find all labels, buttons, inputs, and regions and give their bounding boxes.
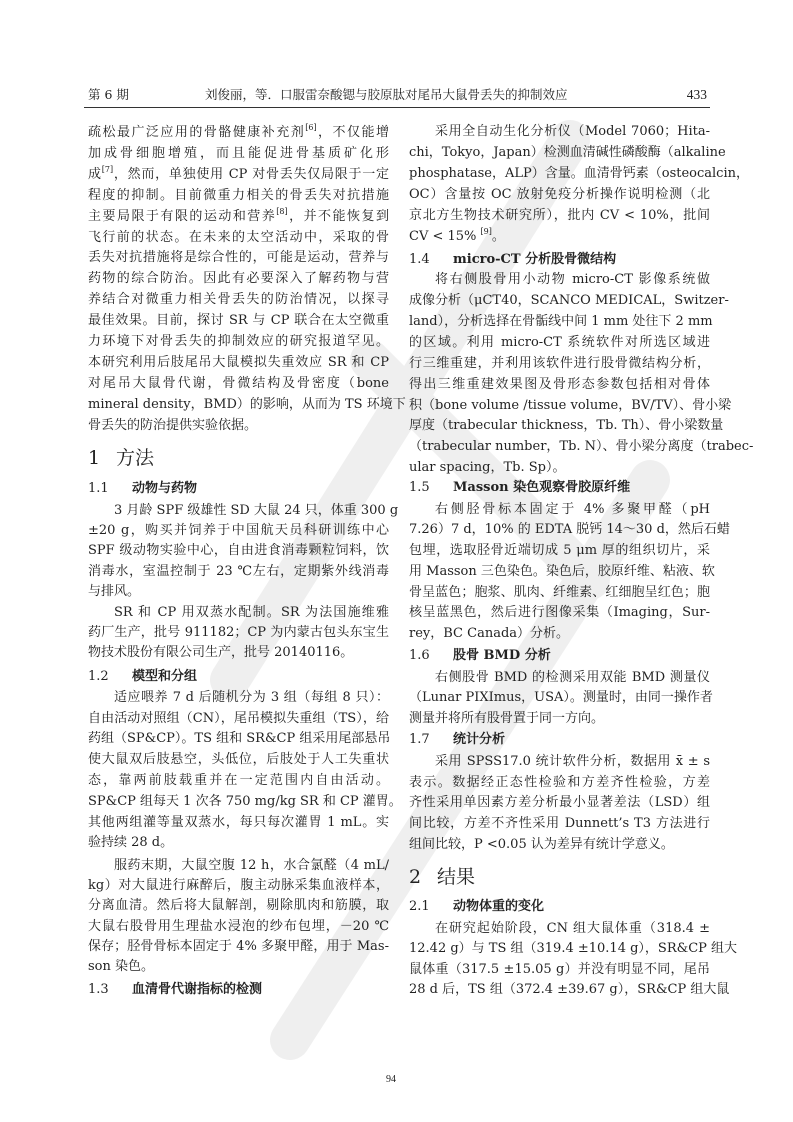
text-line: [88, 332, 389, 352]
text-line: [88, 876, 389, 896]
text-line: [409, 980, 730, 1000]
section-heading: [88, 444, 389, 472]
heading-label: 方法: [116, 447, 155, 469]
subsection-heading: [88, 667, 389, 687]
text-segment: 的区域。利用 micro-CT 系统软件对所选区域进: [409, 335, 710, 350]
text-line: [409, 773, 710, 793]
text-segment: 加成骨细胞增殖，而且能促进骨基质矿化形: [88, 146, 389, 161]
heading-number: 2: [409, 866, 422, 888]
text-segment: 表示。数据经正态性检验和方差齐性检验，方差: [409, 775, 710, 790]
text-segment: 。: [491, 229, 505, 244]
heading-label: 结果: [437, 866, 476, 888]
heading-number: 1.1: [88, 481, 109, 496]
heading-label: 血清骨代谢指标的检测: [132, 982, 263, 997]
text-segment: 验持续 28 d。: [88, 835, 174, 850]
text-segment: ular spacing，Tb. Sp）。: [409, 460, 566, 475]
text-segment: ，并不能恢复到: [287, 209, 389, 224]
text-line: [88, 856, 389, 876]
text-segment: 大鼠右股骨用生理盐水浸泡的纱布包埋，－20 ℃: [88, 919, 389, 934]
text-segment: 积（bone volume /tissue volume，BV/TV）、骨小梁: [409, 398, 732, 413]
text-segment: phosphatase，ALP）含量。血清骨钙素（osteocalcin，: [409, 166, 749, 181]
text-line: [88, 269, 389, 289]
text-line: [409, 603, 710, 623]
section-heading: [409, 863, 710, 891]
heading-label: micro-CT 分析股骨微结构: [453, 252, 617, 267]
text-segment: 京北方生物技术研究所），批内 CV < 10%，批间: [409, 208, 710, 223]
text-line: [88, 228, 389, 248]
text-segment: 自由活动对照组（CN），尾吊模拟失重组（TS），给: [88, 711, 389, 726]
running-header-title: 刘俊丽，等．口服雷奈酸锶与胶原肽对尾吊大鼠骨丢失的抑制效应: [205, 87, 568, 102]
text-segment: 测量并将所有股骨置于同一方向。: [409, 711, 605, 726]
text-line: [88, 395, 406, 415]
text-segment: 养结合对微重力相关骨丢失的防治情况，以探寻: [88, 292, 389, 307]
citation-ref[interactable]: [8]: [276, 207, 288, 216]
text-segment: 采用 SPSS17.0 统计软件分析，数据用 x̄ ± s: [435, 754, 710, 769]
running-header-issue: 第 6 期: [88, 87, 129, 102]
text-line: [88, 207, 389, 227]
text-line: [88, 833, 389, 853]
text-segment: 态，靠两前肢载重并在一定范围内自由活动。: [88, 773, 389, 788]
text-line: [88, 957, 389, 977]
text-segment: 疏松最广泛应用的骨骼健康补充剂: [88, 125, 306, 140]
text-segment: 得出三维重建效果图及骨形态参数包括相对骨体: [409, 377, 710, 392]
text-segment: SPF 级动物实验中心，自由进食消毒颗粒饲料，饮: [88, 543, 389, 558]
text-segment: 核呈蓝黑色，然后进行图像采集（Imaging，Sur-: [409, 605, 710, 620]
text-line: [409, 688, 713, 708]
text-line: [88, 623, 389, 643]
text-line: [409, 122, 710, 142]
text-segment: rey，BC Canada）分析。: [409, 626, 570, 641]
text-line: [88, 562, 389, 582]
text-segment: ，不仅能增: [316, 125, 389, 140]
text-line: [88, 896, 389, 916]
text-line: [88, 521, 389, 541]
text-segment: 服药末期，大鼠空腹 12 h，水合氯醛（4 mL/: [114, 858, 389, 873]
text-line: [88, 501, 399, 521]
text-line: [409, 143, 726, 163]
text-segment: 物技术股份有限公司生产，批号 20140116。: [88, 645, 354, 660]
heading-label: 动物体重的变化: [453, 899, 545, 914]
text-segment: mineral density，BMD）的影响，从而为 TS 环境下: [88, 397, 406, 412]
text-segment: 药组（SP&CP）。TS 组和 SR&CP 组采用尾部悬吊: [88, 731, 391, 746]
text-line: [409, 624, 710, 644]
text-line: [409, 583, 710, 603]
text-segment: 厚度（trabecular thickness，Tb. Th）、骨小梁数量: [409, 418, 724, 433]
text-segment: 3 月龄 SPF 级雄性 SD 大鼠 24 只，体重 300 g: [114, 503, 399, 518]
heading-number: 1.6: [409, 648, 430, 663]
text-line: [88, 123, 389, 143]
text-segment: 行三维重建，并利用该软件进行股骨微结构分析，: [409, 356, 710, 371]
text-line: [88, 248, 389, 268]
text-segment: 分离血清。然后将大鼠解剖，剔除肌肉和筋膜，取: [88, 898, 389, 913]
text-segment: （Lunar PIXImus，USA）。测量时，由同一操作者: [409, 690, 713, 705]
text-line: [409, 939, 738, 959]
text-segment: 7.26）7 d，10% 的 EDTA 脱钙 14～30 d，然后石蜡: [409, 522, 730, 537]
subsection-heading: [409, 897, 710, 917]
text-line: [88, 186, 389, 206]
subsection-heading: [409, 250, 710, 270]
text-line: [409, 185, 710, 205]
subsection-heading: [409, 730, 710, 750]
text-segment: 成: [88, 167, 102, 182]
text-segment: 组间比较，P <0.05 认为差异有统计学意义。: [409, 837, 674, 852]
text-line: [409, 709, 710, 729]
text-segment: 28 d 后，TS 组（372.4 ±39.67 g），SR&CP 组大鼠: [409, 982, 730, 997]
text-segment: 采用全自动生化分析仪（Model 7060；Hita-: [435, 124, 710, 139]
text-line: [88, 729, 389, 749]
text-segment: 程度的抑制。目前微重力相关的骨丢失对抗措施: [88, 188, 389, 203]
subsection-heading: [409, 478, 710, 498]
text-line: [409, 354, 710, 374]
text-segment: 与排风。: [88, 584, 141, 599]
citation-ref[interactable]: [6]: [305, 123, 317, 132]
text-segment: CV < 15%: [409, 229, 481, 244]
text-segment: SP&CP 组每天 1 次各 750 mg/kg SR 和 CP 灌胃。: [88, 794, 402, 809]
heading-number: 1.5: [409, 480, 430, 495]
text-line: [409, 396, 732, 416]
text-segment: （trabecular number，Tb. N）、骨小梁分离度（trabec-: [409, 439, 754, 454]
text-segment: 间比较，方差不齐性采用 Dunnett’s T3 方法进行: [409, 816, 710, 831]
text-segment: kg）对大鼠进行麻醉后，腹主动脉采集血液样本，: [88, 878, 389, 893]
text-line: [409, 835, 710, 855]
heading-number: 2.1: [409, 899, 430, 914]
text-line: [88, 165, 389, 185]
text-line: [88, 582, 389, 602]
heading-number: 1.2: [88, 669, 109, 684]
text-line: [409, 333, 710, 353]
page-number: 433: [686, 87, 707, 102]
text-segment: 右侧股骨 BMD 的检测采用双能 BMD 测量仪: [435, 670, 710, 685]
header-rule: [84, 107, 710, 108]
text-segment: son 染色。: [88, 959, 155, 974]
text-segment: 成像分析（μCT40，SCANCO MEDICAL，Switzer-: [409, 293, 729, 308]
heading-label: Masson 染色观察骨胶原纤维: [453, 480, 631, 495]
text-line: [409, 793, 710, 813]
heading-number: 1: [88, 447, 101, 469]
text-line: [409, 814, 710, 834]
text-line: [88, 290, 389, 310]
text-segment: 骨呈蓝色；胞浆、肌肉、纤维素、红细胞呈红色；胞: [409, 585, 710, 600]
text-segment: 在研究起始阶段，CN 组大鼠体重（318.4 ±: [435, 921, 710, 936]
text-line: [88, 709, 389, 729]
citation-ref[interactable]: [9]: [480, 227, 492, 236]
subsection-heading: [88, 479, 389, 499]
text-segment: 使大鼠双后肢悬空，头低位，后肢处于人工失重状: [88, 752, 389, 767]
text-line: [409, 227, 710, 247]
text-segment: SR 和 CP 用双蒸水配制。SR 为法国施维雅: [114, 605, 389, 620]
text-line: [88, 792, 402, 812]
text-segment: land），分析选择在骨骺线中间 1 mm 处往下 2 mm: [409, 314, 713, 329]
text-line: [88, 643, 389, 663]
text-line: [409, 960, 710, 980]
text-segment: ，然而，单独使用 CP 对骨丢失仅局限于一定: [113, 167, 389, 182]
text-line: [88, 353, 389, 373]
text-segment: 对尾吊大鼠骨代谢，骨微结构及骨密度（bone: [88, 376, 389, 391]
text-line: [409, 668, 710, 688]
text-segment: chi，Tokyo，Japan）检测血清碱性磷酸酶（alkaline: [409, 145, 726, 160]
text-line: [409, 919, 710, 939]
text-segment: 12.42 g）与 TS 组（319.4 ±10.14 g），SR&CP 组大: [409, 941, 738, 956]
heading-label: 股骨 BMD 分析: [453, 648, 551, 663]
text-line: [409, 164, 749, 184]
text-segment: 药厂生产，批号 911182；CP 为内蒙古包头东宝生: [88, 625, 389, 640]
text-segment: 将右侧股骨用小动物 micro-CT 影像系统做: [435, 272, 710, 287]
text-line: [88, 416, 389, 436]
text-line: [409, 416, 724, 436]
text-line: [409, 206, 710, 226]
text-line: [409, 541, 710, 561]
text-segment: 适应喂养 7 d 后随机分为 3 组（每组 8 只）：: [114, 690, 389, 705]
text-segment: 骨丢失的防治提供实验依据。: [88, 418, 258, 433]
text-line: [88, 541, 389, 561]
heading-label: 动物与药物: [132, 481, 198, 496]
text-segment: 右侧胫骨标本固定于 4% 多聚甲醛（pH: [435, 502, 710, 517]
text-line: [409, 752, 710, 772]
text-segment: 药物的综合防治。因此有必要深入了解药物与营: [88, 271, 389, 286]
text-segment: 齐性采用单因素方差分析最小显著差法（LSD）组: [409, 795, 710, 810]
text-segment: 消毒水，室温控制于 23 ℃左右，定期紫外线消毒: [88, 564, 389, 579]
text-line: [409, 375, 710, 395]
text-line: [409, 291, 729, 311]
text-segment: 丢失对抗措施将是综合性的，可能是运动，营养与: [88, 250, 389, 265]
text-segment: 最佳效果。目前，探讨 SR 与 CP 联合在太空微重: [88, 313, 389, 328]
text-line: [409, 562, 715, 582]
text-line: [88, 144, 389, 164]
text-line: [88, 917, 389, 937]
text-line: [409, 520, 730, 540]
text-line: [409, 500, 710, 520]
heading-number: 1.3: [88, 982, 109, 997]
heading-number: 1.4: [409, 252, 430, 267]
text-line: [88, 813, 389, 833]
folio-number: 94: [386, 1074, 396, 1085]
text-line: [88, 771, 389, 791]
subsection-heading: [88, 980, 389, 1000]
text-segment: 本研究利用后肢尾吊大鼠模拟失重效应 SR 和 CP: [88, 355, 389, 370]
text-line: [88, 374, 389, 394]
text-line: [88, 750, 389, 770]
text-line: [409, 312, 713, 332]
text-line: [409, 458, 710, 478]
text-line: [88, 603, 389, 623]
text-line: [88, 688, 389, 708]
text-segment: 飞行前的状态。在未来的太空活动中，采取的骨: [88, 230, 389, 245]
text-segment: OC）含量按 OC 放射免疫分析操作说明检测（北: [409, 187, 710, 202]
text-line: [409, 270, 710, 290]
text-segment: 主要局限于有限的运动和营养: [88, 209, 277, 224]
text-segment: ±20 g，购买并饲养于中国航天员科研训练中心: [88, 523, 389, 538]
citation-ref[interactable]: [7]: [101, 165, 114, 174]
text-line: [88, 311, 389, 331]
text-segment: 其他两组灌等量双蒸水，每只每次灌胃 1 mL。实: [88, 815, 389, 830]
text-segment: 包埋，选取胫骨近端切成 5 μm 厚的组织切片，采: [409, 543, 710, 558]
text-line: [409, 437, 754, 457]
subsection-heading: [409, 646, 710, 666]
text-segment: 力环境下对骨丢失的抑制效应的研究报道罕见。: [88, 334, 389, 349]
text-line: [88, 937, 389, 957]
text-segment: 用 Masson 三色染色。染色后，胶原纤维、粘液、软: [409, 564, 715, 579]
heading-label: 统计分析: [453, 732, 506, 747]
text-segment: 保存；胫骨骨标本固定于 4% 多聚甲醛，用于 Mas-: [88, 939, 389, 954]
text-segment: 鼠体重（317.5 ±15.05 g）并没有明显不同，尾吊: [409, 962, 710, 977]
heading-label: 模型和分组: [132, 669, 198, 684]
heading-number: 1.7: [409, 732, 430, 747]
